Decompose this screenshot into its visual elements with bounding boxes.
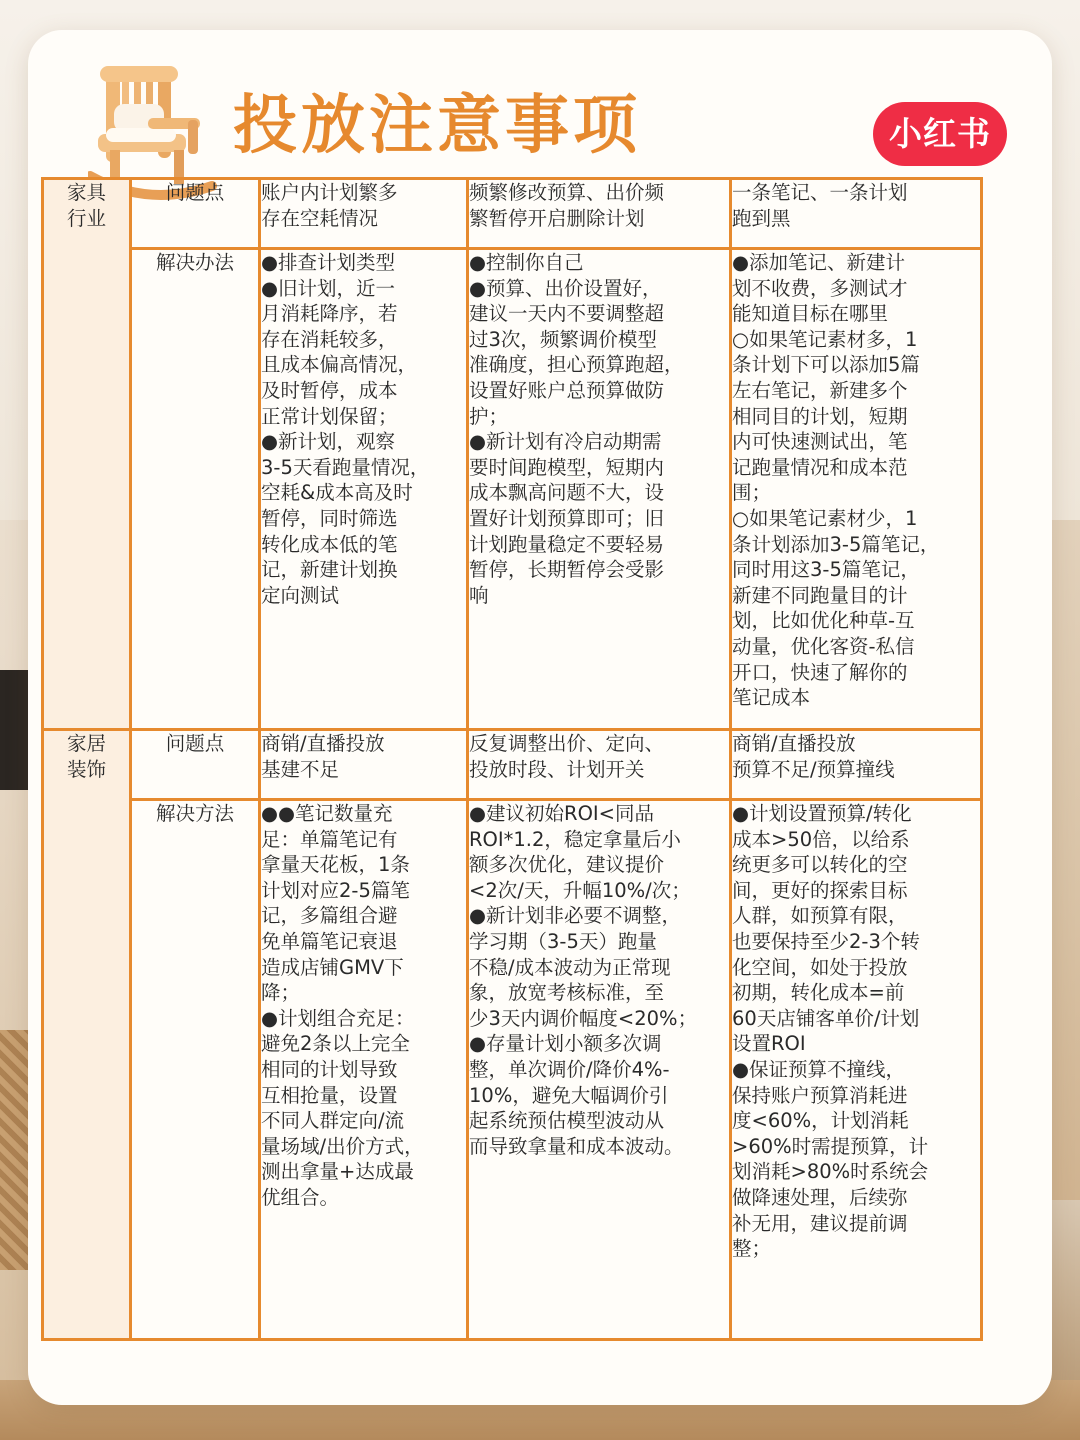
- problem-cell: 商销/直播投放 基建不足: [260, 730, 468, 800]
- table-row: [43, 179, 982, 249]
- problem-cell: 一条笔记、一条计划 跑到黑: [731, 179, 982, 249]
- industry-cell-furniture: 家具行业: [43, 179, 131, 730]
- background-tv: [0, 670, 30, 790]
- problem-label: 问题点: [131, 179, 260, 249]
- background-furniture: [1050, 1200, 1080, 1400]
- problem-cell: 反复调整出价、定向、 投放时段、计划开关: [468, 730, 731, 800]
- solution-cell: ●控制你自己 ●预算、出价设置好， 建议一天内不要调整超 过3次，频繁调价模型 准确度，担心预算跑超， 设置好账户总预算做防 护； ●新计划有冷启动期需 要时间跑模型，短期内 成本飘高问题不大，设 置好计划预算即可；旧 计划跑量稳定不要轻易 暂停，长期暂停会受影 响: [468, 249, 731, 730]
- table-row: [43, 730, 982, 800]
- solution-label: 解决方法: [131, 800, 260, 1340]
- problem-cell: 频繁修改预算、出价频 繁暂停开启删除计划: [468, 179, 731, 249]
- background-wicker-chair: [0, 1030, 28, 1270]
- page-title: 投放注意事项: [233, 89, 641, 163]
- tips-table: [41, 177, 983, 1341]
- solution-cell: ●计划设置预算/转化 成本>50倍，以给系 统更多可以转化的空 间，更好的探索目标 人群，如预算有限， 也要保持至少2-3个转 化空间，如处于投放 初期，转化成本=前 60天店铺客单价/计划 设置ROI ●保证预算不撞线， 保持账户预算消耗进 度<60%，计划消耗 >60%时需提预算，计 划消耗>80%时系统会 做降速处理，后续弥 补无用，建议提前调 整；: [731, 800, 982, 1340]
- table-row: [43, 249, 982, 730]
- solution-cell: ●排查计划类型 ●旧计划，近一 月消耗降序，若 存在消耗较多， 且成本偏高情况， 及时暂停，成本 正常计划保留； ●新计划，观察 3-5天看跑量情况， 空耗&成本高及时 暂停，同时筛选 转化成本低的笔 记，新建计划换 定向测试: [260, 249, 468, 730]
- industry-cell-decor: 家居装饰: [43, 730, 131, 1340]
- brand-badge[interactable]: 小红书: [873, 102, 1007, 166]
- solution-cell: ●●笔记数量充 足：单篇笔记有 拿量天花板，1条 计划对应2-5篇笔 记，多篇组合避 免单篇笔记衰退 造成店铺GMV下 降； ●计划组合充足： 避免2条以上完全 相同的计划导致 互相抢量，设置 不同人群定向/流 量场域/出价方式， 测出拿量+达成最 优组合。: [260, 800, 468, 1340]
- table-row: [43, 800, 982, 1340]
- problem-label: 问题点: [131, 730, 260, 800]
- solution-label: 解决办法: [131, 249, 260, 730]
- solution-cell: ●建议初始ROI<同品 ROI*1.2，稳定拿量后小 额多次优化，建议提价 <2次/天，升幅10%/次； ●新计划非必要不调整， 学习期（3-5天）跑量 不稳/成本波动为正常现 象，放宽考核标准，至 少3天内调价幅度<20%； ●存量计划小额多次调 整，单次调价/降价4%- 10%，避免大幅调价引 起系统预估模型波动从 而导致拿量和成本波动。: [468, 800, 731, 1340]
- solution-cell: ●添加笔记、新建计 划不收费，多测试才 能知道目标在哪里 ○如果笔记素材多，1 条计划下可以添加5篇 左右笔记，新建多个 相同目的计划，短期 内可快速测试出，笔 记跑量情况和成本范 围； ○如果笔记素材少，1 条计划添加3-5篇笔记， 同时用这3-5篇笔记， 新建不同跑量目的计 划，比如优化种草-互 动量，优化客资-私信 开口，快速了解你的 笔记成本: [731, 249, 982, 730]
- problem-cell: 账户内计划繁多 存在空耗情况: [260, 179, 468, 249]
- problem-cell: 商销/直播投放 预算不足/预算撞线: [731, 730, 982, 800]
